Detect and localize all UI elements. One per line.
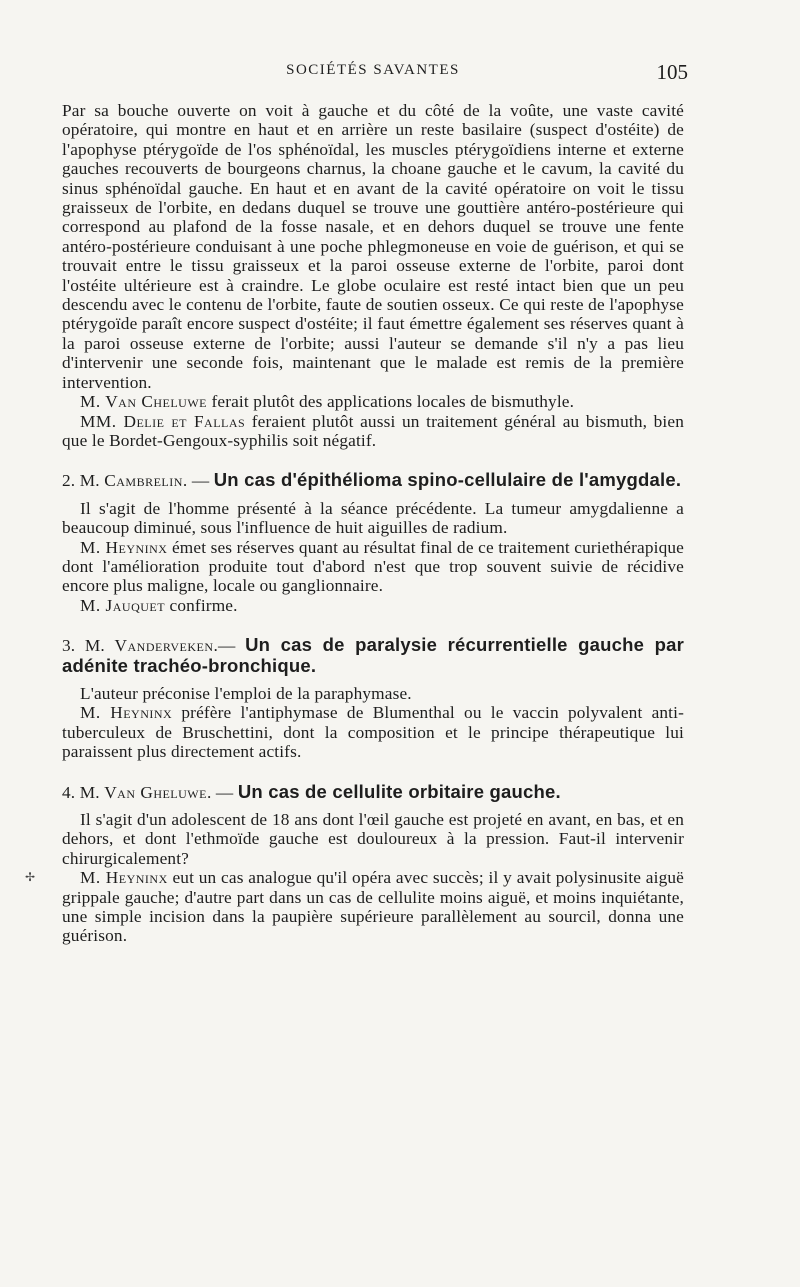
speaker-name: M. Jauquet (80, 595, 166, 615)
section-4-heading (62, 782, 684, 802)
paragraph-text: confirme. (165, 595, 238, 615)
section-author: Vanderveken (114, 636, 214, 656)
section-title: Un cas de cellulite orbitaire gauche. (237, 780, 561, 802)
section-3-heading (62, 635, 684, 676)
paragraph-heyninx-analogue (62, 868, 684, 946)
section-number: 4. M. (62, 782, 100, 802)
paragraph-section-3-intro: L'auteur préconise l'emploi de la paraphymase. (80, 683, 412, 703)
page-body (62, 101, 684, 946)
paragraph-text: eut un cas analogue qu'il opéra avec succès; il y avait polysinusite aiguë grippale gauche; d'autre part dans un cas de cellulite moins aiguë, et moins inquiétante, une simple incision dans la paupière supérieure parallèlement au sourcil, donna une guérison. (62, 868, 684, 946)
section-title: Un cas d'épithélioma spino-cellulaire de l'amygdale. (213, 469, 682, 491)
paragraph-text: feraient plutôt aussi un traitement général au bismuth, bien que le Bordet-Gengoux-syphilis soit négatif. (62, 411, 684, 450)
page-header (62, 60, 688, 86)
paragraph-heyninx-antiphymase (62, 703, 684, 761)
page-number: 105 (656, 60, 688, 84)
section-number: 3. M. (62, 636, 105, 656)
speaker-name: M. Heyninx (80, 537, 168, 557)
margin-mark: ✢ (25, 870, 36, 884)
running-title: SOCIÉTÉS SAVANTES (286, 62, 460, 78)
paragraph-delie-fallas (62, 412, 684, 451)
paragraph-text: préfère l'antiphymase de Blumenthal ou le vaccin polyvalent anti-tuberculeux de Bruschettini, dont la composition et le principe thérapeutique lui paraissent plus directement actifs. (62, 703, 684, 762)
section-author: Van Gheluwe (104, 782, 207, 802)
paragraph-jauquet (62, 596, 684, 615)
speaker-name: M. Heyninx (80, 703, 173, 723)
paragraph-text: ferait plutôt des applications locales de bismuthyle. (207, 392, 575, 412)
paragraph-operative-findings: Par sa bouche ouverte on voit à gauche et du côté de la voûte, une vaste cavité opératoire, qui montre en haut et en arrière un reste basilaire (suspect d'ostéite) de l'apophyse ptérygoïde de l'os sphénoïdal, les muscles ptérygoïdiens interne et externe gauches recouverts de bourgeons charnus, la choane gauche et le cavum, la cavité du sinus sphénoïdal gauche. En haut et en avant de la cavité opératoire on voit le tissu graisseux de l'orbite, en dedans duquel se trouve une gouttière antéro-postérieure qui correspond au plafond de la fosse nasale, et en dehors duquel se trouve une fente antéro-postérieure conduisant à une poche phlegmoneuse en voie de guérison, et qui se trouvait entre le tissu graisseux et la paroi osseuse externe de l'orbite, paroi dont l'ostéite ultérieure est à craindre. Le globe oculaire est resté intact bien que un peu descendu avec le contenu de l'orbite, faute de soutien osseux. Ce qui reste de l'apophyse ptérygoïde paraît encore suspect d'ostéite; il faut émettre également ses réserves quant à la paroi osseuse externe de l'orbite; aussi l'auteur se demande s'il n'y a pas lieu d'intervenir une seconde fois, maintenant que le malade est remis de la première intervention. (62, 101, 684, 392)
paragraph-section-4-intro: Il s'agit d'un adolescent de 18 ans dont l'œil gauche est projeté en avant, en bas, et en dehors, et dont l'ethmoïde gauche est douloureux à la pression. Faut-il intervenir chirurgicalement? (62, 810, 684, 868)
section-dash: .— (213, 636, 246, 656)
section-number: 2. M. (62, 471, 100, 491)
section-dash: . — (182, 471, 214, 491)
speaker-name: M. Heyninx (80, 868, 168, 888)
speaker-name: MM. Delie (80, 411, 165, 431)
paragraph-section-2-intro: Il s'agit de l'homme présenté à la séance précédente. La tumeur amygdalienne a beaucoup diminué, sous l'influence de huit aiguilles de radium. (62, 498, 684, 538)
section-dash: . — (206, 782, 238, 802)
speaker-name: M. Van Cheluwe (80, 392, 208, 412)
speaker-name: Fallas (193, 411, 246, 431)
paragraph-text: émet ses réserves quant au résultat final de ce traitement curiethérapique dont l'amélioration produite tout d'abord n'est que trop souvent suivie de récidive encore plus maligne, locale ou ganglionnaire. (62, 537, 684, 596)
section-author: Cambrelin (104, 471, 183, 491)
section-2-heading (62, 470, 684, 490)
conjunction: et (164, 411, 194, 431)
paragraph-heyninx-reserves (62, 538, 684, 596)
paragraph-van-cheluwe (62, 392, 684, 411)
section-title: Un cas de paralysie récurrentielle gauche par adénite trachéo-bronchique. (62, 634, 685, 676)
